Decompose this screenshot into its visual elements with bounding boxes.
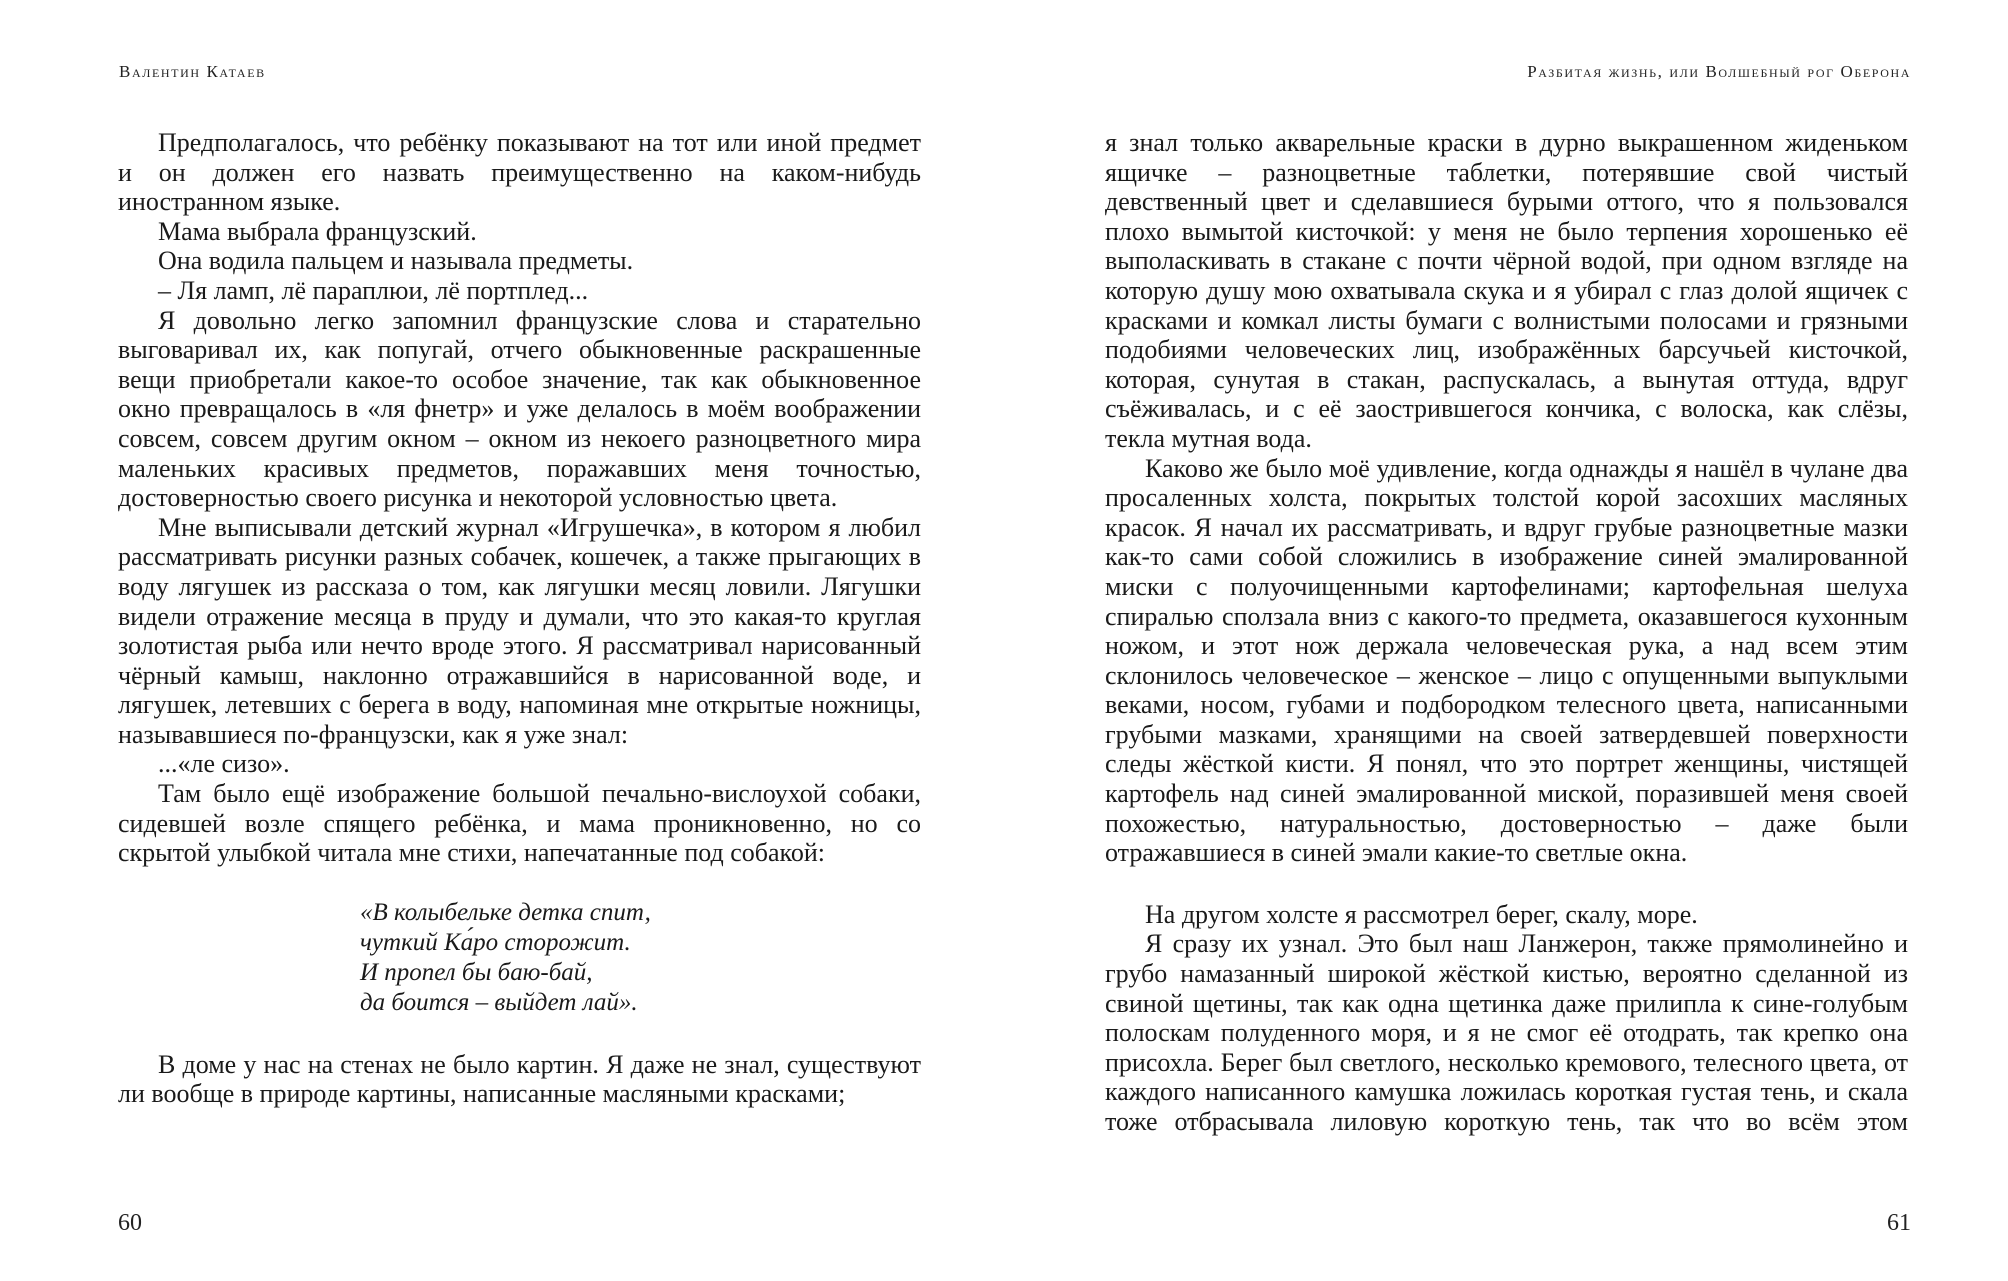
running-head-title: Разбитая жизнь, или Волшебный рог Оберона bbox=[1527, 62, 1911, 81]
right-page bbox=[1004, 0, 2008, 1281]
paragraph: Я довольно легко запомнил французские слова и старательно выговаривал их, как попугай, отчего обыкновенные раскрашенные вещи приобретали какое-то особое значение, так как обыкновенное окно превращалось в «ля фнетр» и уже делалось в моём воображении совсем, совсем другим окном – окном из некоего разноцветного мира маленьких красивых предметов, поражавших меня точностью, достоверностью своего рисунка и некоторой условностью цвета. bbox=[118, 305, 921, 513]
verse-line: И пропел бы баю-бай, bbox=[360, 958, 593, 986]
right-page-body bbox=[1105, 128, 1908, 1137]
paragraph: Я сразу их узнал. Это был наш Ланжерон, также прямолинейно и грубо намазанный широкой жёсткой кистью, вероятно сделанной из свиной щетины, так как одна щетинка даже прилипла к сине-голубым полоскам полуденного моря, и я не смог её отодрать, так крепко она присохла. Берег был светлого, несколько кремового, телесного цвета, от каждого написанного камушка ложилась короткая густая тень, и скала тоже отбрасывала лиловую короткую тень, так что во всём этом bbox=[1105, 929, 1908, 1136]
verse-line: чуткий Ка́ро сторожит. bbox=[360, 928, 631, 956]
running-head-author: Валентин Катаев bbox=[119, 62, 266, 81]
paragraph: Там было ещё изображение большой печально-вислоухой собаки, сидевшей возле спящего ребёнка, и мама проникновенно, но со скрытой улыбкой читала мне стихи, напечатанные под собакой: bbox=[118, 779, 921, 868]
paragraph: ...«ле сизо». bbox=[158, 749, 290, 779]
paragraph: На другом холсте я рассмотрел берег, скалу, море. bbox=[1145, 899, 1698, 929]
verse-line: да боится – выйдет лай». bbox=[360, 988, 638, 1016]
paragraph: Предполагалось, что ребёнку показывают на тот или иной предмет и он должен его назвать преимущественно на каком-нибудь иностранном языке. bbox=[118, 128, 921, 217]
verse-line: «В колыбельке детка спит, bbox=[360, 898, 651, 926]
paragraph: Мне выписывали детский журнал «Игрушечка», в котором я любил рассматривать рисунки разных собачек, кошечек, а также прыгающих в воду лягушек из рассказа о том, как лягушки месяц ловили. Лягушки видели отражение месяца в пруду и думали, что это какая-то круглая золотистая рыба или нечто вроде этого. Я рассматривал нарисованный чёрный камыш, наклонно отражавшийся в нарисованной воде, и лягушек, летевших с берега в воду, напоминая мне открытые ножницы, называвшиеся по-французски, как я уже знал: bbox=[118, 512, 921, 749]
dialogue-line: – Ля ламп, лё параплюи, лё портплед... bbox=[158, 275, 589, 305]
paragraph: В доме у нас на стенах не было картин. Я даже не знал, существуют ли вообще в природе картины, написанные масляными красками; bbox=[118, 1049, 921, 1109]
verse-quote bbox=[360, 898, 921, 1018]
paragraph: Каково же было моё удивление, когда однажды я нашёл в чулане два просаленных холста, покрытых толстой корой засохших масляных красок. Я начал их рассматривать, и вдруг грубые разноцветные мазки как-то сами собой сложились в изображение синей эмалированной миски с полуочищенными картофелинами; картофельная шелуха спиралью сползала вниз с какого-то предмета, оказавшегося кухонным ножом, и этот нож держала человеческая рука, а над всем этим склонилось человеческое – женское – лицо с опущенными выпуклыми веками, носом, губами и подбородком телесного цвета, написанными грубыми мазками, хранящими на своей затвердевшей поверхности следы жёсткой кисти. Я понял, что это портрет женщины, чистящей картофель над синей эмалированной миской, поразившей меня своей похожестью, натуральностью, достоверностью – даже были отражавшиеся в синей эмали какие-то светлые окна. bbox=[1105, 453, 1908, 868]
paragraph: я знал только акварельные краски в дурно выкрашенном жиденьком ящичке – разноцветные таблетки, потерявшие свой чистый девственный цвет и сделавшиеся бурыми оттого, что я пользовался плохо вымытой кисточкой: у меня не было терпения хорошенько её выполаскивать в стакане с почти чёрной водой, при одном взгляде на которую душу мою охватывала скука и я убирал с глаз долой ящичек с красками и комкал листы бумаги с волнистыми полосами и грязными подобиями человеческих лиц, изображённых барсучьей кисточкой, которая, сунутая в стакан, распускалась, а вынутая оттуда, вдруг съёживалась, и с её заострившегося кончика, с волоска, как слёзы, текла мутная вода. bbox=[1105, 128, 1908, 453]
page-number: 60 bbox=[118, 1210, 142, 1236]
paragraph: Она водила пальцем и называла предметы. bbox=[158, 246, 634, 276]
page-number: 61 bbox=[1887, 1210, 1911, 1236]
left-page-body bbox=[118, 128, 921, 1109]
section-break bbox=[1105, 868, 1908, 900]
paragraph: Мама выбрала французский. bbox=[158, 216, 477, 246]
